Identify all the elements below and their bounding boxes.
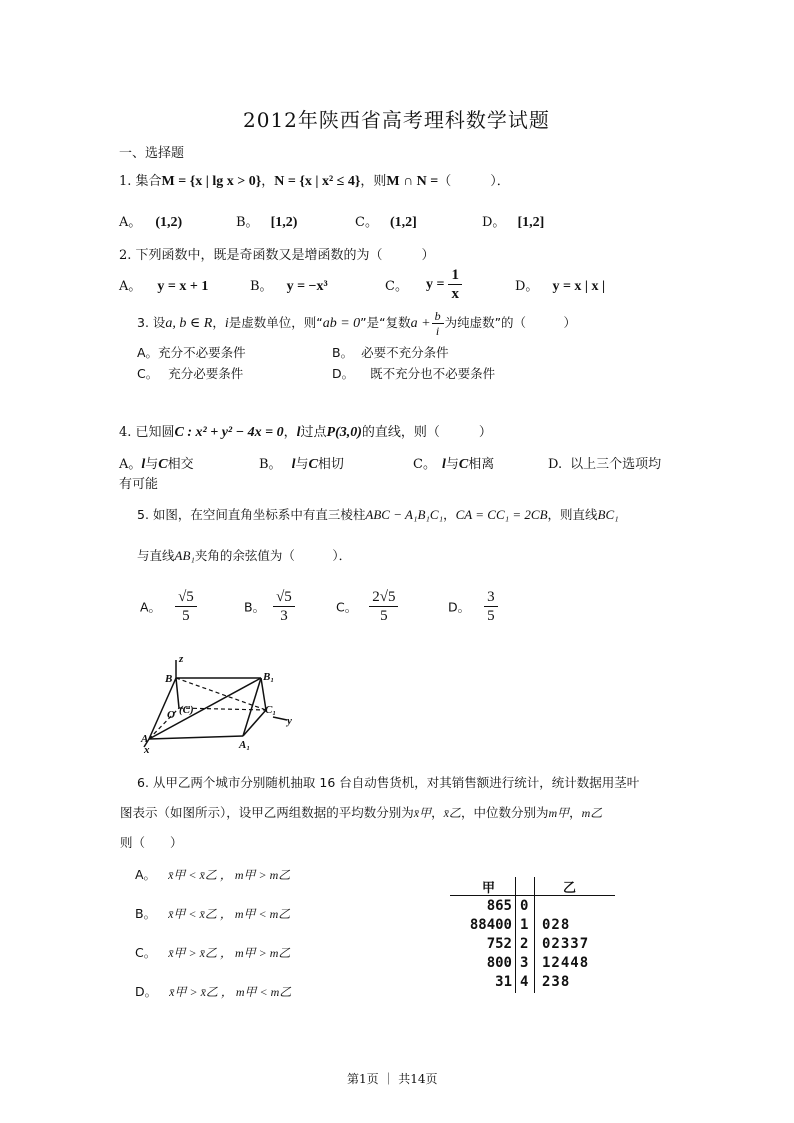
fraction-denominator: 5 (487, 608, 495, 624)
option-label: B。 (236, 215, 259, 230)
label-z: z (179, 653, 184, 665)
q5-option-d (448, 588, 498, 625)
q6-mean-a: x̄甲 (413, 806, 432, 820)
stem-leaf-right-leaves: 028 (542, 917, 571, 933)
q3-option-b (332, 343, 449, 361)
option-expr: x̄甲 > x̄乙 ， m甲 > m乙 (168, 946, 291, 960)
q5-option-b (244, 588, 295, 625)
option-label: A。 (119, 457, 142, 472)
option-value: (1,2) (155, 215, 183, 230)
option-text: 必要不充分条件 (361, 345, 449, 360)
option-value: y = x + 1 (157, 279, 209, 294)
question-5-line-1 (137, 505, 619, 523)
q3-mid: 是虚数单位，则“ (228, 315, 323, 330)
option-text: 以上三个选项均 (570, 457, 662, 472)
option-label: D。 (448, 599, 471, 615)
stem-leaf-left-leaves: 752 (486, 936, 512, 952)
stem-leaf-stem: 1 (520, 917, 529, 933)
fraction-numerator: √5 (273, 588, 295, 607)
q4-option-d (548, 453, 661, 472)
option-label: B。 (259, 457, 282, 472)
q2-option-b (250, 275, 328, 295)
option-label: D。 (135, 984, 158, 999)
page-footer: 第1页 ｜ 共14页 (347, 1072, 438, 1086)
option-c: C (458, 457, 469, 472)
page-title: 2012年陕西省高考理科数学试题 (243, 108, 550, 132)
q3-option-c (137, 364, 243, 382)
question-4-stem (119, 421, 492, 441)
stem-leaf-header-left: 甲 (482, 881, 496, 896)
table-top-rule (450, 895, 615, 896)
y-axis (273, 717, 287, 720)
question-6-line-2 (120, 803, 602, 821)
stem-leaf-left-leaves: 88400 (469, 917, 512, 933)
option-value: y = x | x | (552, 279, 606, 294)
fraction-numerator: 2√5 (369, 588, 398, 607)
q1-option-d (482, 211, 544, 231)
q3-vars: a, b ∈ R (165, 316, 213, 331)
option-label: C。 (137, 366, 159, 381)
option-label: A。 (137, 345, 159, 360)
option-value: (1,2] (389, 215, 417, 230)
question-3-stem (137, 309, 576, 338)
q4-prefix: 4. 已知圆 (119, 425, 175, 440)
option-l: l (141, 457, 146, 472)
q5-prefix: 5. 如图，在空间直角坐标系中有直三棱柱 (137, 507, 366, 522)
q1-set-N: N = {x | x² ≤ 4} (274, 174, 361, 189)
q4-option-c (413, 453, 494, 473)
q3-fraction (432, 309, 444, 338)
option-label: B。 (244, 599, 266, 615)
fraction-numerator: 3 (484, 588, 498, 607)
stem-leaf-right-leaves: 02337 (542, 936, 590, 952)
label-C: (C) (179, 704, 194, 716)
option-c: C (158, 457, 168, 472)
q4-mid: 过点 (300, 425, 327, 440)
stem-leaf-stem: 3 (520, 955, 529, 971)
fraction-denominator: x (451, 286, 459, 302)
q1-set-M: M = {x | lg x > 0} (161, 174, 262, 189)
option-label: A。 (119, 215, 142, 230)
option-value: y = (425, 276, 445, 292)
q5-condition: CA = CC₁ = 2CB (455, 507, 548, 522)
q6-mid: ，中位数分别为 (460, 805, 549, 820)
option-label: B。 (332, 345, 354, 360)
stem-leaf-left-leaves: 31 (495, 974, 512, 990)
option-label: A。 (119, 279, 142, 294)
option-label: D。 (332, 366, 355, 381)
q1-option-a (119, 211, 182, 231)
q5-fraction-b (273, 588, 295, 625)
label-B1: B₁ (263, 671, 275, 683)
stem-leaf-right-leaves: 238 (542, 974, 571, 990)
table-divider-right (534, 877, 535, 993)
q4-option-a (119, 453, 194, 473)
option-label: C。 (355, 215, 378, 230)
label-B: B (165, 673, 173, 685)
option-text: 充分必要条件 (168, 366, 244, 381)
fraction-denominator: i (435, 324, 440, 338)
label-A1: A₁ (239, 739, 251, 751)
question-6-line-3: 则（ ） (120, 835, 183, 850)
option-label: A。 (140, 599, 162, 615)
q3-a-plus: a + (410, 316, 431, 331)
option-label: D。 (515, 279, 539, 294)
q6-option-d (135, 982, 291, 1000)
fraction-denominator: 3 (280, 608, 288, 624)
label-x: x (144, 744, 150, 755)
option-label: C。 (413, 457, 436, 472)
option-text: 充分不必要条件 (158, 345, 246, 360)
option-l: l (291, 457, 296, 472)
q4-option-b (259, 453, 344, 473)
q2-option-d (515, 275, 605, 295)
option-mid: 与 (295, 457, 309, 472)
q6-median-a: m甲 (548, 806, 570, 820)
q1-prefix: 1. 集合 (119, 174, 162, 189)
q5-bc1: BC₁ (597, 507, 619, 522)
q1-suffix: （ ）． (438, 174, 510, 189)
option-text: 既不充分也不必要条件 (370, 366, 496, 381)
q4-suffix: 的直线，则（ ） (361, 425, 492, 440)
q5-sep: ， (443, 507, 456, 522)
q5-fraction-a (175, 588, 197, 625)
q3-i: i (224, 316, 229, 331)
question-2-stem: 2. 下列函数中，既是奇函数又是增函数的为（ ） (119, 248, 435, 263)
fraction-numerator: 1 (448, 266, 462, 285)
option-c: C (308, 457, 318, 472)
q3-suffix: 为纯虚数”的（ ） (444, 315, 577, 330)
option-label: D。 (482, 215, 506, 230)
q6-prefix: 图表示（如图所示），设甲乙两组数据的平均数分别为 (120, 805, 414, 820)
q3-prefix: 3. 设 (137, 315, 166, 330)
q6-mean-b: x̄乙 (443, 806, 461, 820)
fraction-denominator: 5 (182, 608, 190, 624)
option-label: A。 (135, 867, 157, 882)
option-label: D. (548, 457, 563, 472)
label-A: A (141, 733, 149, 745)
stem-leaf-left-leaves: 800 (486, 955, 512, 971)
question-6-line-1: 6. 从甲乙两个城市分别随机抽取 16 台自动售货机，对其销售额进行统计，统计数据用茎叶 (137, 775, 640, 790)
table-divider-left (515, 877, 516, 993)
q6-median-b: m乙 (581, 806, 603, 820)
q3-mid: ”是“复数 (360, 315, 411, 330)
label-C1: C₁ (265, 704, 277, 716)
option-expr: x̄甲 < x̄乙 ， m甲 < m乙 (168, 907, 291, 921)
q1-option-b (236, 211, 297, 231)
q1-intersection: M ∩ N = (386, 174, 439, 189)
option-l: l (441, 457, 446, 472)
q2-fraction (448, 266, 462, 303)
label-y: y (287, 715, 292, 727)
q4-circle: C : x² + y² − 4x = 0 (174, 425, 284, 440)
q1-sep: ， (261, 174, 275, 189)
q3-ab: ab = 0 (322, 316, 361, 331)
option-label: C。 (385, 279, 408, 294)
fraction-denominator: 5 (380, 608, 388, 624)
stem-leaf-header-right: 乙 (563, 881, 577, 896)
q5-mid: ，则直线 (547, 507, 598, 522)
q4-point: P(3,0) (326, 425, 362, 440)
stem-leaf-stem: 4 (520, 974, 529, 990)
option-expr: x̄甲 < x̄乙 ， m甲 > m乙 (168, 868, 291, 882)
fraction-numerator: b (432, 309, 444, 324)
option-value: [1,2] (517, 215, 545, 230)
stem-leaf-table (450, 877, 615, 993)
q2-option-c (385, 266, 462, 303)
q3-option-d (332, 364, 495, 382)
stem-leaf-right-leaves: 12448 (542, 955, 590, 971)
q1-option-c (355, 211, 417, 231)
q6-option-b (135, 904, 290, 922)
q5-line2-suffix: 夹角的余弦值为（ ）． (194, 548, 352, 563)
stem-leaf-left-leaves: 865 (486, 898, 512, 914)
option-mid: 与 (145, 457, 159, 472)
option-label: C。 (336, 599, 358, 615)
option-text: 相切 (317, 457, 344, 472)
q5-fraction-d (484, 588, 498, 625)
option-expr: x̄甲 > x̄乙 ， m甲 < m乙 (169, 985, 292, 999)
section-heading: 一、选择题 (119, 146, 185, 161)
edge-A-A1 (149, 736, 243, 739)
q5-option-c (336, 588, 398, 625)
q4-line-l: l (296, 425, 301, 440)
stem-leaf-stem: 2 (520, 936, 529, 952)
option-text: 相交 (167, 457, 194, 472)
q5-option-a (140, 588, 197, 625)
option-label: B。 (250, 279, 273, 294)
q4-option-d-wrap: 有可能 (119, 477, 159, 492)
q3-sep: ， (212, 315, 225, 330)
q5-ab1: AB₁ (174, 548, 195, 563)
option-mid: 与 (445, 457, 459, 472)
option-value: y = −x³ (286, 279, 328, 294)
q2-option-a (119, 275, 208, 295)
q4-sep: ， (283, 425, 297, 440)
q5-prism-figure (135, 650, 305, 755)
fraction-numerator: √5 (175, 588, 197, 607)
option-label: B。 (135, 906, 157, 921)
stem-leaf-stem: 0 (520, 898, 529, 914)
option-label: C。 (135, 945, 157, 960)
q5-prism: ABC − A₁B₁C₁ (365, 507, 444, 522)
q6-option-a (135, 865, 290, 883)
option-text: 相离 (468, 457, 495, 472)
q5-fraction-c (369, 588, 398, 625)
label-O: O (167, 709, 175, 721)
q1-mid: ，则 (360, 174, 387, 189)
q6-option-c (135, 943, 290, 961)
question-1-stem (119, 170, 510, 190)
question-5-line-2 (137, 546, 351, 564)
option-value: [1,2) (270, 215, 298, 230)
q6-sep: ， (431, 805, 444, 820)
q6-sep: ， (569, 805, 582, 820)
q5-line2-prefix: 与直线 (137, 548, 175, 563)
q3-option-a (137, 343, 246, 361)
